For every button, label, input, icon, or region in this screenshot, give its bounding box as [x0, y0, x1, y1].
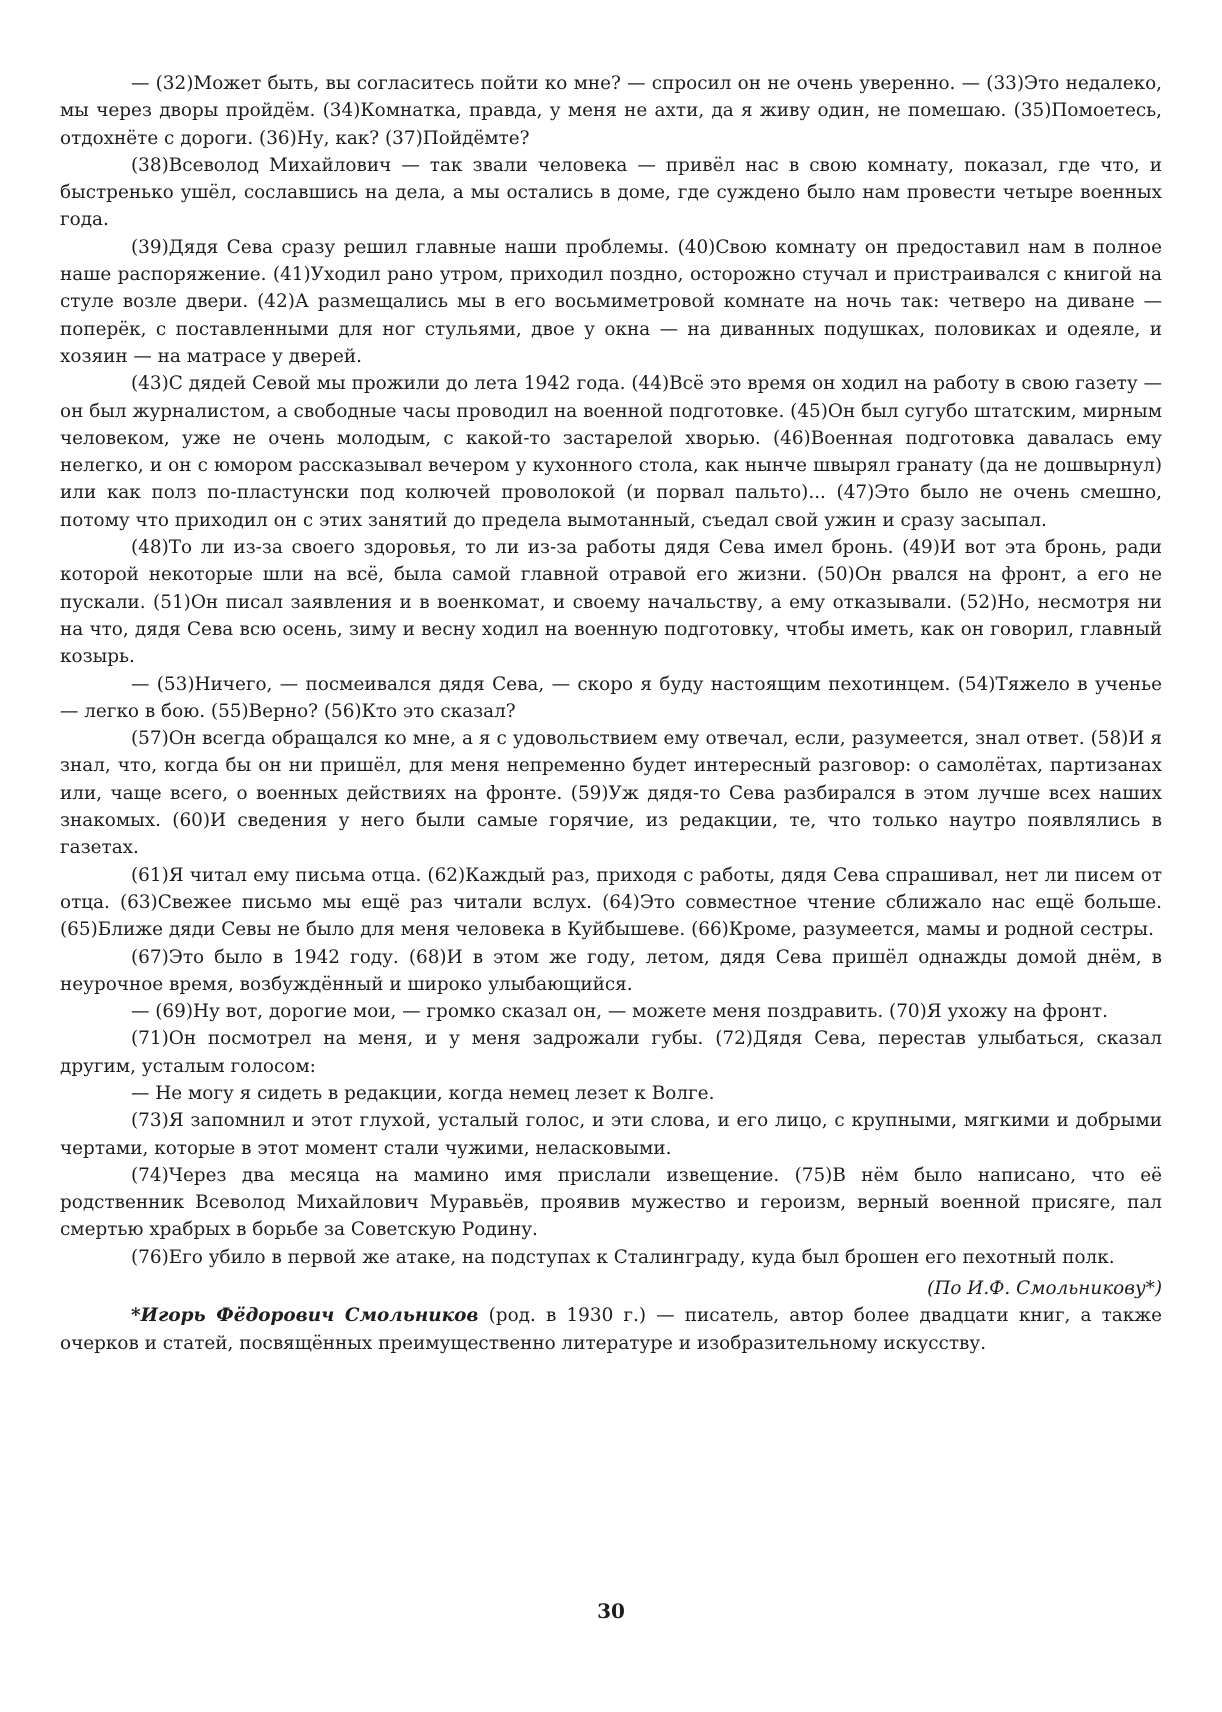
author-footnote [60, 1302, 1162, 1357]
document-page [60, 70, 1162, 1357]
paragraph: — (53)Ничего, — посмеивался дядя Сева, — скоро я буду настоящим пехотинцем. (54)Тяжело в ученье — легко в бою. (55)Верно? (56)Кто это сказал? [60, 673, 1162, 722]
paragraph: (61)Я читал ему письма отца. (62)Каждый раз, приходя с работы, дядя Сева спрашивал, нет ли писем от отца. (63)Свежее письмо мы ещё раз читали вслух. (64)Это совместное чтение сближало нас ещё больше. (65)Ближе дяди Севы не было для меня человека в Куйбышеве. (66)Кроме, разумеется, мамы и родной сестры. [60, 864, 1162, 941]
paragraph: — (32)Может быть, вы согласитесь пойти ко мне? — спросил он не очень уверенно. — (33)Это недалеко, мы через дворы пройдём. (34)Комнатка, правда, у меня не ахти, да я живу один, не помешаю. (35)Помоетесь, отдохнёте с дороги. (36)Ну, как? (37)Пойдёмте? [60, 73, 1162, 149]
footnote-author-name: *Игорь Фёдорович Смольников [131, 1305, 479, 1327]
paragraph: (48)То ли из-за своего здоровья, то ли из-за работы дядя Сева имел бронь. (49)И вот эта бронь, ради которой некоторые шли на всё, была самой главной отравой его жизни. (50)Он рвался на фронт, а его не пускали. (51)Он писал заявления и в военкомат, и своему начальству, а ему отказывали. (52)Но, несмотря ни на что, дядя Сева всю осень, зиму и весну ходил на военную подготовку, чтобы иметь, как он говорил, главный козырь. [60, 537, 1162, 668]
paragraph: (38)Всеволод Михайлович — так звали человека — привёл нас в свою комнату, показал, где что, и быстренько ушёл, сославшись на дела, а мы остались в доме, где суждено было нам провести четыре военных года. [60, 154, 1162, 231]
paragraph: (76)Его убило в первой же атаке, на подступах к Сталинграду, куда был брошен его пехотный полк. [131, 1246, 1115, 1268]
paragraph: — Не могу я сидеть в редакции, когда немец лезет к Волге. [131, 1082, 715, 1104]
footnote-text: (род. в 1930 г.) — писатель, автор более двадцати книг, а также очерков и статей, посвящённых преимущественно литературе и изобразительному искусству. [60, 1305, 1163, 1354]
paragraph: (71)Он посмотрел на меня, и у меня задрожали губы. (72)Дядя Сева, перестав улыбаться, сказал другим, усталым голосом: [60, 1028, 1162, 1077]
paragraph: (67)Это было в 1942 году. (68)И в этом же году, летом, дядя Сева пришёл однажды домой днём, в неурочное время, возбуждённый и широко улыбающийся. [60, 946, 1162, 995]
text-body [60, 70, 1162, 1271]
paragraph: — (69)Ну вот, дорогие мои, — громко сказал он, — можете меня поздравить. (70)Я ухожу на фронт. [131, 1001, 1108, 1023]
page-number: 30 [597, 1599, 625, 1623]
paragraph: (39)Дядя Сева сразу решил главные наши проблемы. (40)Свою комнату он предоставил нам в полное наше распоряжение. (41)Уходил рано утром, приходил поздно, осторожно стучал и пристраивался с книгой на стуле возле двери. (42)А размещались мы в его восьмиметровой комнате на ночь так: четверо на диване — поперёк, с поставленными для ног стульями, двое у окна — на диванных подушках, половиках и одеяле, и хозяин — на матрасе у дверей. [60, 236, 1162, 367]
paragraph: (43)С дядей Севой мы прожили до лета 1942 года. (44)Всё это время он ходил на работу в свою газету — он был журналистом, а свободные часы проводил на военной подготовке. (45)Он был сугубо штатским, мирным человеком, уже не очень молодым, с какой-то застарелой хворью. (46)Военная подготовка давалась ему нелегко, и он с юмором рассказывал вечером у кухонного стола, как нынче швырял гранату (да не дошвырнул) или как полз по-пластунски под колючей проволокой (и порвал пальто)... (47)Это было не очень смешно, потому что приходил он с этих занятий до предела вымотанный, съедал свой ужин и сразу засыпал. [60, 373, 1162, 531]
paragraph: (74)Через два месяца на мамино имя прислали извещение. (75)В нём было написано, что её родственник Всеволод Михайлович Муравьёв, проявив мужество и героизм, верный военной присяге, пал смертью храбрых в борьбе за Советскую Родину. [60, 1164, 1162, 1241]
paragraph: (73)Я запомнил и этот глухой, усталый голос, и эти слова, и его лицо, с крупными, мягкими и добрыми чертами, которые в этот момент стали чужими, неласковыми. [60, 1110, 1162, 1159]
source-attribution: (По И.Ф. Смольникову*) [927, 1278, 1162, 1300]
paragraph: (57)Он всегда обращался ко мне, а я с удовольствием ему отвечал, если, разумеется, знал ответ. (58)И я знал, что, когда бы он ни пришёл, для меня непременно будет интересный разговор: о самолётах, партизанах или, чаще всего, о военных действиях на фронте. (59)Уж дядя-то Сева разбирался в этом лучше всех наших знакомых. (60)И сведения у него были самые горячие, из редакции, те, что только наутро появлялись в газетах. [60, 728, 1162, 859]
